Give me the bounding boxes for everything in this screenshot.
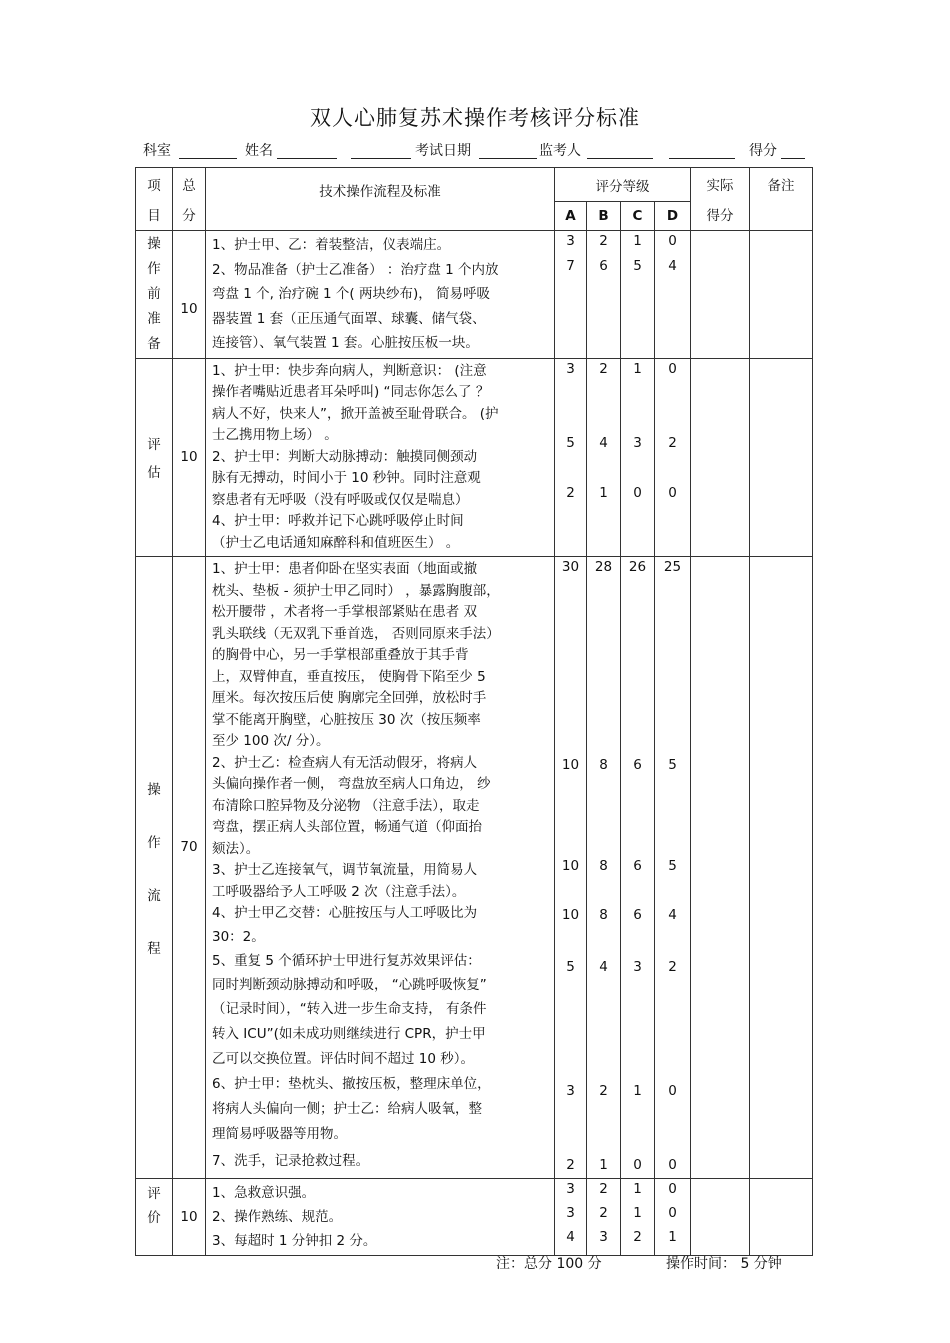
- section-process: 1、急救意识强。 2、操作熟练、规范。 3、每超时 1 分钟扣 2 分。: [206, 1178, 555, 1255]
- score-c: 1 1 2: [621, 1178, 655, 1255]
- grade-a-header: A: [555, 202, 587, 231]
- score-a: 3 7: [555, 231, 587, 359]
- section-row-preparation: [136, 231, 813, 359]
- name-label: 姓名: [245, 143, 273, 159]
- exam-date-blank[interactable]: [479, 158, 537, 159]
- section-name: 评 估: [136, 358, 173, 557]
- score-a: 30 10 10 10 5 3 2: [555, 557, 587, 1179]
- section-name: 评 价: [136, 1178, 173, 1255]
- score-a: 3 3 4: [555, 1178, 587, 1255]
- header-info-line: [143, 138, 813, 164]
- section-name: 操 作 流 程: [136, 557, 173, 1179]
- grade-d-header: D: [655, 202, 691, 231]
- actual-score-cell[interactable]: [691, 1178, 750, 1255]
- actual-score-cell[interactable]: [691, 358, 750, 557]
- examiner-blank[interactable]: [587, 158, 653, 159]
- total-score-note: 注：总分 100 分: [496, 1256, 602, 1272]
- score-d: 0 4: [655, 231, 691, 359]
- section-total: 10: [173, 1178, 206, 1255]
- note-cell[interactable]: [750, 557, 813, 1179]
- score-blank[interactable]: [781, 158, 805, 159]
- grade-b-header: B: [587, 202, 621, 231]
- section-process: 1、护士甲：患者仰卧在坚实表面（地面或撤 枕头、垫板 - 须护士甲乙同时） ，暴露胸腹部， 松开腰带 ，术者将一手掌根部紧贴在患者 双 乳头联线（无双乳下垂首选， 否则同原来手法） 的胸骨中心，另一手掌根部重叠放于其手背 上，双臂伸直，垂直按压， 使胸骨下陷至少 5 厘米。每次按压后使 胸廓完全回弹，放松时手 掌不能离开胸壁，心脏按压 30 次（按压频率 至少 100 次/ 分）。 2、护士乙：检查病人有无活动假牙，将病人 头偏向操作者一侧， 弯盘放至病人口角边， 纱 布清除口腔异物及分泌物 （注意手法），取走 弯盘，摆正病人头部位置，畅通气道（仰面抬 颏法）。 3、护士乙连接氧气，调节氧流量，用简易人 工呼吸器给予人工呼吸 2 次（注意手法）。 4、护士甲乙交替：心脏按压与人工呼吸比为 30：2。 5、重复 5 个循环护士甲进行复苏效果评估： 同时判断颈动脉搏动和呼吸， “心跳呼吸恢复” （记录时间），“转入进一步生命支持， 有条件 转入 ICU”(如未成功则继续进行 CPR，护士甲 乙可以交换位置。评估时间不超过 10 秒）。 6、护士甲：垫枕头、撤按压板，整理床单位， 将病人头偏向一侧；护士乙：给病人吸氧，整 理简易呼吸器等用物。 7、洗手，记录抢救过程。: [206, 557, 555, 1179]
- examiner-label: 监考人: [539, 143, 581, 159]
- score-b: 2 4 1: [587, 358, 621, 557]
- id-blank[interactable]: [351, 158, 411, 159]
- note-cell[interactable]: [750, 231, 813, 359]
- actual-score-cell[interactable]: [691, 231, 750, 359]
- dept-label: 科室: [143, 143, 171, 159]
- col-note-header: 备注: [750, 168, 813, 231]
- page-title: 双人心肺复苏术操作考核评分标准: [310, 106, 640, 130]
- note-cell[interactable]: [750, 1178, 813, 1255]
- actual-score-cell[interactable]: [691, 557, 750, 1179]
- section-total: 70: [173, 557, 206, 1179]
- col-item-header: 项 目: [136, 168, 173, 231]
- dept-blank[interactable]: [179, 158, 237, 159]
- section-row-assessment: [136, 358, 813, 557]
- name-blank[interactable]: [277, 158, 337, 159]
- score-label: 得分: [749, 143, 777, 159]
- section-row-procedure: [136, 557, 813, 1179]
- col-process-header: 技术操作流程及标准: [206, 168, 555, 231]
- score-a: 3 5 2: [555, 358, 587, 557]
- exam-date-label: 考试日期: [415, 143, 471, 159]
- note-cell[interactable]: [750, 358, 813, 557]
- score-b: 28 8 8 8 4 2 1: [587, 557, 621, 1179]
- col-total-header: 总 分: [173, 168, 206, 231]
- score-c: 1 5: [621, 231, 655, 359]
- score-b: 2 2 3: [587, 1178, 621, 1255]
- col-actual-header: 实际 得分: [691, 168, 750, 231]
- grade-c-header: C: [621, 202, 655, 231]
- score-c: 26 6 6 6 3 1 0: [621, 557, 655, 1179]
- score-d: 25 5 5 4 2 0 0: [655, 557, 691, 1179]
- operation-time-note: 操作时间： 5 分钟: [666, 1256, 782, 1272]
- score-d: 0 2 0: [655, 358, 691, 557]
- score-c: 1 3 0: [621, 358, 655, 557]
- score-d: 0 0 1: [655, 1178, 691, 1255]
- section-process: 1、护士甲：快步奔向病人，判断意识： (注意 操作者嘴贴近患者耳朵呼叫) “同志你怎么了 ？ 病人不好，快来人”，掀开盖被至耻骨联合。 (护 士乙携用物上场） 。 2、护士甲：判断大动脉搏动：触摸同侧颈动 脉有无搏动，时间小于 10 秒钟。同时注意观 察患者有无呼吸（没有呼吸或仅仅是喘息） 4、护士甲：呼救并记下心跳呼吸停止时间 （护士乙电话通知麻醉科和值班医生） 。: [206, 358, 555, 557]
- section-name: 操 作 前 准 备: [136, 231, 173, 359]
- section-row-evaluation: [136, 1178, 813, 1255]
- score-table: [135, 167, 813, 1256]
- section-total: 10: [173, 231, 206, 359]
- col-grade-header: 评分等级: [555, 168, 691, 202]
- score-b: 2 6: [587, 231, 621, 359]
- section-total: 10: [173, 358, 206, 557]
- section-process: 1、护士甲、乙：着装整洁，仪表端庄。 2、物品准备（护士乙准备） ：治疗盘 1 个内放 弯盘 1 个, 治疗碗 1 个( 两块纱布)， 简易呼吸 器装置 1 套（正压通气面罩、球囊、储气袋、 连接管）、氧气装置 1 套。心脏按压板一块。: [206, 231, 555, 359]
- examiner-blank-2[interactable]: [669, 158, 735, 159]
